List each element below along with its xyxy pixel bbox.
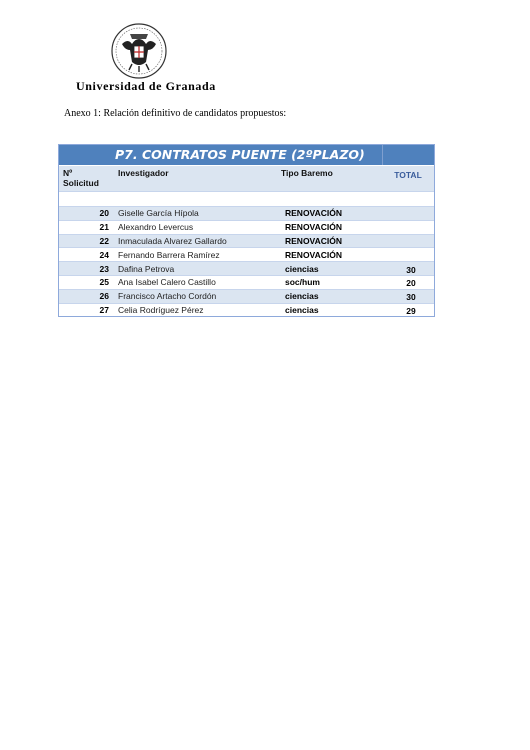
row-tipo: ciencias (285, 291, 319, 302)
row-tipo: ciencias (285, 304, 319, 315)
row-investigador: Dafina Petrova (118, 263, 175, 274)
row-tipo: RENOVACIÓN (285, 249, 342, 260)
header-investigador: Investigador (118, 168, 169, 178)
annex-caption: Anexo 1: Relación definitivo de candidatos propuestos: (64, 108, 287, 119)
header-num-line2: Solicitud (63, 178, 99, 188)
row-tipo: RENOVACIÓN (285, 208, 342, 219)
row-investigador: Francisco Artacho Cordón (118, 291, 217, 302)
row-num: 26 (99, 291, 109, 302)
table-row (59, 206, 434, 220)
row-num: 20 (99, 208, 109, 219)
blank-row (59, 191, 434, 206)
table-row (59, 275, 434, 289)
table-row (59, 261, 434, 275)
candidates-table (58, 144, 435, 317)
table-row (59, 247, 434, 261)
row-num: 24 (99, 249, 109, 260)
university-crest-icon (110, 22, 168, 80)
row-investigador: Fernando Barrera Ramírez (118, 249, 220, 260)
university-name: Universidad de Granada (76, 79, 216, 93)
row-num: 23 (99, 263, 109, 274)
row-investigador: Inmaculada Alvarez Gallardo (118, 235, 227, 246)
header-num-line1: Nº (63, 168, 73, 178)
row-investigador: Alexandro Levercus (118, 222, 194, 233)
table-header (59, 165, 434, 191)
row-total (388, 240, 434, 242)
table-title (59, 145, 434, 165)
row-tipo: soc/hum (285, 277, 320, 288)
table-row (59, 289, 434, 303)
row-total: 20 (406, 278, 416, 289)
header-num (59, 166, 114, 191)
row-total: 29 (406, 305, 416, 316)
row-tipo: RENOVACIÓN (285, 235, 342, 246)
title-separator (382, 145, 383, 165)
row-investigador: Ana Isabel Calero Castillo (118, 277, 216, 288)
table-row (59, 303, 434, 317)
row-tipo: ciencias (285, 263, 319, 274)
row-num: 22 (99, 235, 109, 246)
row-num: 21 (99, 222, 109, 233)
row-investigador: Giselle García Hípola (118, 208, 199, 219)
row-total (388, 254, 434, 256)
row-investigador: Celia Rodríguez Pérez (118, 304, 204, 315)
table-title-text: P7. CONTRATOS PUENTE (2ºPLAZO) (115, 147, 365, 162)
table-row (59, 220, 434, 234)
row-total (388, 226, 434, 228)
header-tipo: Tipo Baremo (281, 168, 333, 178)
header-total: TOTAL (394, 170, 422, 180)
row-num: 27 (99, 304, 109, 315)
row-num: 25 (99, 277, 109, 288)
row-tipo: RENOVACIÓN (285, 222, 342, 233)
table-body (59, 206, 434, 316)
row-total: 30 (406, 292, 416, 303)
row-total (388, 212, 434, 214)
row-total: 30 (406, 264, 416, 275)
table-row (59, 234, 434, 248)
